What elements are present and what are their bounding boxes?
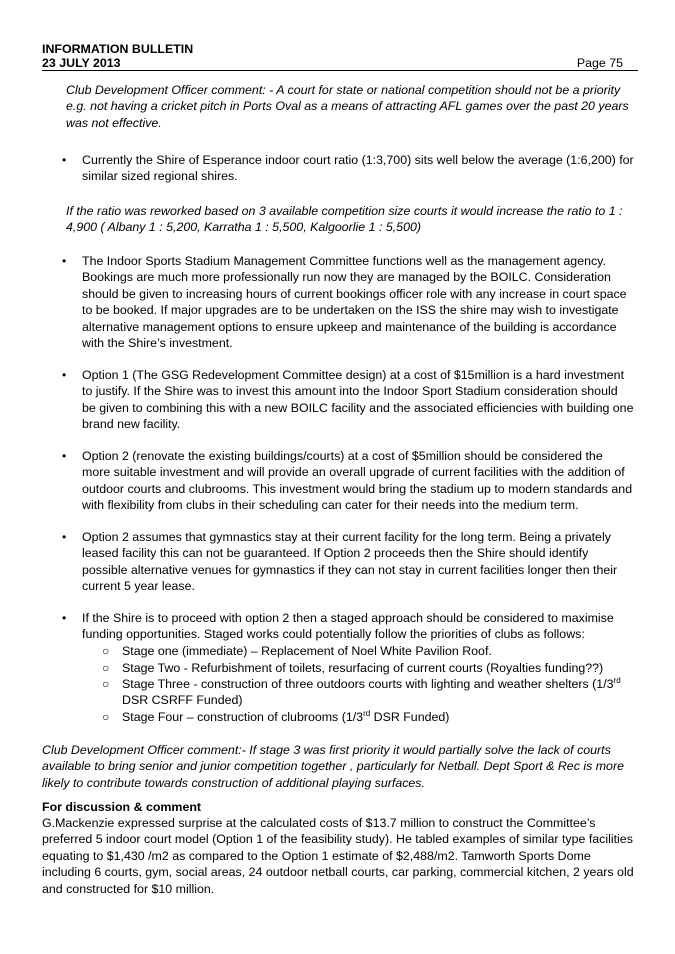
stage-one: Stage one (immediate) – Replacement of Noel White Pavilion Roof.	[122, 644, 492, 658]
cdo-comment-1: Club Development Officer comment: - A court for state or national competition should not be a priority e.g. not having a cricket pitch in Ports Oval as a means of attracting AFL games over the past 20 years was not effective.	[66, 83, 629, 130]
bullet-option-1: Option 1 (The GSG Redevelopment Committee design) at a cost of $15million is a hard investment to justify. If the Shire was to invest this amount into the Indoor Sport Stadium consideration should be given to combining this with a new BOILC facility and the associated efficiencies with building one brand new facility.	[82, 368, 634, 432]
stage-two: Stage Two - Refurbishment of toilets, resurfacing of current courts (Royalties funding??)	[122, 661, 604, 675]
bullet-staged-approach: If the Shire is to proceed with option 2 then a staged approach should be considered to maximise funding opportunities. Staged works could potentially follow the priorities of clubs as follows:	[82, 611, 614, 642]
circle-bullet-icon: ○	[102, 710, 110, 724]
cdo-comment-2: Club Development Officer comment:- If stage 3 was first priority it would partially solve the lack of courts available to bring senior and junior competition together , particularly for Netball. Dept Sport & Rec is more likely to contribute towards construction of additional playing surfaces.	[42, 743, 624, 790]
bullet-option-2: Option 2 (renovate the existing buildings/courts) at a cost of $5million should be considered the more suitable investment and will provide an overall upgrade of current facilities with the addition of outdoor courts and clubrooms. This investment would bring the stadium up to modern standards and with flexibility from clubs in their scheduling can cater for their needs into the medium term.	[82, 449, 633, 513]
bulletin-date: 23 JULY 2013	[42, 56, 121, 70]
bullet-icon: •	[62, 530, 67, 544]
bullet-icon: •	[62, 449, 67, 463]
bullet-icon: •	[62, 153, 67, 167]
stage-three: Stage Three - construction of three outdoors courts with lighting and weather shelters (1/3rd DSR CSRFF Funded)	[122, 676, 621, 708]
bullet-management: The Indoor Sports Stadium Management Committee functions well as the management agency. Bookings are much more professionally run now they are managed by the BOILC. Consideration should be given to increasing hours of current bookings officer role with any increase in court space to be booked. If major upgrades are to be undertaken on the ISS the shire may wish to investigate alternative management options to ensure upkeep and maintenance of the building is accordance with the Shire’s investment.	[82, 254, 627, 351]
bullet-icon: •	[62, 611, 67, 625]
circle-bullet-icon: ○	[102, 644, 110, 658]
bullet-icon: •	[62, 254, 67, 268]
discussion-body: G.Mackenzie expressed surprise at the calculated costs of $13.7 million to construct the Committee’s preferred 5 indoor court model (Option 1 of the feasibility study). He tabled examples of similar type facilities equating to $1,430 /m2 as compared to the Option 1 estimate of $2,488/m2. Tamworth Sports Dome including 6 courts, gym, social areas, 24 outdoor netball courts, car parking, commercial kitchen, 2 years old and constructed for $10 million.	[42, 816, 634, 896]
header-rule	[42, 70, 638, 71]
circle-bullet-icon: ○	[102, 677, 110, 691]
bullet-icon: •	[62, 368, 67, 382]
bullet-gymnastics: Option 2 assumes that gymnastics stay at their current facility for the long term. Being a privately leased facility this can not be guaranteed. If Option 2 proceeds then the Shire should identify possible alternative venues for gymnastics if they can not stay in current facilities longer then their current 5 year lease.	[82, 530, 618, 594]
page-number: Page 75	[576, 56, 623, 70]
stage-four: Stage Four – construction of clubrooms (1/3rd DSR Funded)	[122, 709, 450, 724]
bullet-court-ratio: Currently the Shire of Esperance indoor court ratio (1:3,700) sits well below the average (1:6,200) for similar sized regional shires.	[82, 153, 634, 184]
bulletin-title: INFORMATION BULLETIN	[42, 42, 194, 56]
discussion-heading: For discussion & comment	[42, 800, 202, 814]
ratio-note: If the ratio was reworked based on 3 available competition size courts it would increase the ratio to 1 : 4,900 ( Albany 1 : 5,200, Karratha 1 : 5,500, Kalgoorlie 1 : 5,500)	[66, 204, 623, 235]
circle-bullet-icon: ○	[102, 661, 110, 675]
